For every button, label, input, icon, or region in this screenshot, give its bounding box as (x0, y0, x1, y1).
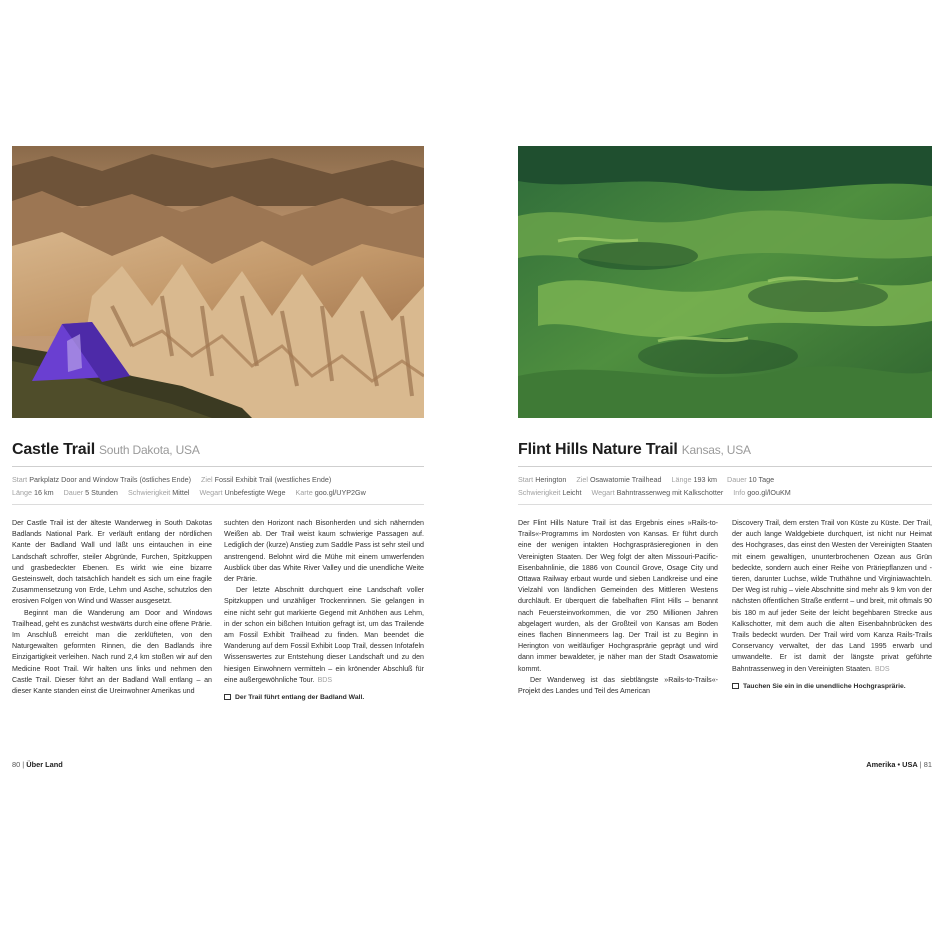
body-column-1 (12, 518, 212, 697)
fact-label: Info (733, 488, 746, 497)
title-divider (518, 466, 932, 467)
badlands-photo (12, 146, 424, 418)
fact-label: Start (518, 475, 534, 484)
camera-icon (224, 694, 231, 700)
page-footer: 80 | Über Land (12, 760, 63, 769)
fact-label: Karte (295, 488, 313, 497)
body-paragraph: Beginnt man die Wanderung am Door and Windows Trailhead, geht es zunächst westwärts durch eine offene Prärie. Im Anschluß erreicht man die zerklüfteten, von den Naturgewalten geformten Rinnen, die den Badlands ihre Einzigartigkeit verleihen. Nach rund 2,4 km stoßen wir auf den Medicine Root Trail. Wir halten uns links und nehmen den Castle Trail. Dieser führt an der Badland Wall entlang – an dieser Kante standen einst die Ureinwohner Amerikas und (12, 608, 212, 696)
fact-value: Parkplatz Door and Window Trails (östliches Ende) (29, 475, 191, 484)
fact-value: goo.gl/lOuKM (747, 488, 791, 497)
body-column-2 (224, 518, 424, 703)
fact-label: Länge (12, 488, 32, 497)
trail-title (12, 441, 200, 459)
trail-name: Castle Trail (12, 441, 95, 458)
section-name: Amerika • USA (866, 760, 918, 769)
page-number: 81 (923, 760, 932, 769)
fact-label: Dauer (727, 475, 747, 484)
badlands-image (12, 146, 424, 418)
page-number: 80 (12, 760, 21, 769)
body-paragraph-with-signature (224, 585, 424, 686)
fact-value: goo.gl/UYP2Gw (314, 488, 366, 497)
title-divider (12, 466, 424, 467)
fact-label: Dauer (63, 488, 84, 497)
trail-name: Flint Hills Nature Trail (518, 441, 678, 458)
author-signature: BDS (875, 664, 890, 673)
fact-value: 16 km (34, 488, 54, 497)
fact-label: Ziel (200, 475, 213, 484)
trail-region: South Dakota, USA (98, 443, 200, 457)
fact-label: Schwierigkeit (518, 488, 561, 497)
flint-hills-image (518, 146, 932, 418)
fact-value: Unbefestigte Wege (224, 488, 286, 497)
fact-label: Start (12, 475, 28, 484)
body-paragraph-with-signature (732, 518, 932, 675)
fact-value: Fossil Exhibit Trail (westliches Ende) (214, 475, 332, 484)
facts-row-2 (12, 486, 424, 499)
photo-caption (224, 692, 424, 703)
body-paragraph: Der Castle Trail ist der älteste Wanderweg in South Dakotas Badlands National Park. Er verläuft entlang der nördlichen Kante der Badland Wall und läßt uns eintauchen in eine Landschaft schroffer, steiler Abgründe, Furchen, Spitzkuppen und grasbedeckter Ebenen. Es wirkt wie eine bizarre Gesteinswelt, doch tatsächlich handelt es sich um eine fragile Zusammensetzung von Erde, Lehm und Asche, schutzlos den erosiven Folgen von Wind und Wasser ausgesetzt. (12, 519, 212, 606)
trail-region: Kansas, USA (681, 443, 751, 457)
fact-value: Mittel (172, 488, 190, 497)
body-paragraph: Der Wanderweg ist das siebtlängste »Rails-to-Trails«-Projekt des Landes und Teil des American (518, 675, 718, 696)
body-paragraph: suchten den Horizont nach Bisonherden und sich nähernden Weißen ab. Der Trail weist kaum schwierige Passagen auf. Lediglich der (kurze) Anstieg zum Saddle Pass ist sehr steil und anstrengend. Belohnt wird die Mühe mit einem umwerfenden Ausblick über das White River Valley und die unendliche Weite der Prärie. (224, 519, 424, 584)
trail-facts (518, 473, 932, 499)
body-paragraph: Der Flint Hills Nature Trail ist das Ergebnis eines »Rails-to-Trails«-Programms im Nordosten von Kansas. Er führt durch eine der wenigen intakten Hochgraspräsieregionen in den Vereinigten Staaten. Der Weg folgt der alten Missouri-Pacific-Eisenbahnlinie, die 1886 von Council Grove, Osage City und Ottawa Railway erbaut wurde und sieben Landkreise und eine Vielzahl von ländlichen Gemeinden des Mittleren Westens durchläuft. Er überquert die fabelhaften Flint Hills – benannt nach Feuersteinvorkommen, die vor 250 Millionen Jahren abgelagert wurden, als der Großteil von Kansas am Boden eines flachen Binnenmeers lag. Der Trail ist zu Beginn in Herington von weitläufiger Hochgrasprärie geprägt und wird dann immer bewaldeter, je näher man der Stadt Osawatomie kommt. (518, 519, 718, 673)
fact-label: Schwierigkeit (127, 488, 171, 497)
right-page (472, 0, 944, 944)
caption-text: Tauchen Sie ein in die unendliche Hochgrasprärie. (743, 682, 906, 690)
facts-divider (518, 504, 932, 505)
section-name: Über Land (26, 760, 63, 769)
trail-facts (12, 473, 424, 499)
author-signature: BDS (317, 675, 333, 684)
trail-title (518, 441, 751, 459)
fact-value: Osawatomie Trailhead (589, 475, 662, 484)
body-paragraph: Discovery Trail, dem ersten Trail von Küste zu Küste. Der Trail, der auch lange Waldgebiete durchquert, ist nicht nur Heimat des Hochgrases, das einst den Westen der Vereinigten Staaten mit einem gewaltigen, ununterbrochenen Ozean aus Grün bedeckte, sondern auch einer Reihe von Präriepflanzen und -tieren, darunter Luchse, wilde Truthähne und Virginiawachteln. Der Weg ist ruhig – viele Abschnitte sind mehr als 9 km von der nächsten öffentlichen Straße entfernt – und breit, mit oftmals 90 bis 180 m auf jeder Seite der leicht begehbaren Strecke aus Kalkschotter, mit dem auch die alten Eisenbahnbrücken des Trails bedeckt wurden. Der Trail wird vom Kanza Rails-Trails Conservancy verwaltet, der das Land 1995 erwarb und umwandelte. Er ist damit der längste privat geführte Bahntrassenweg in den Vereinigten Staaten. (732, 519, 932, 673)
body-paragraph: Der letzte Abschnitt durchquert eine Landschaft voller Spitzkuppen und unzähliger Trockenrinnen. Sie gelangen in eine nicht sehr gut markierte Gegend mit Anhöhen aus Lehm, in der schon ein bißchen Intuition gefragt ist, um das Trailende am Fossil Exhibit Trailhead zu finden. Man beendet die Wanderung auf dem Fossil Exhibit Loop Trail, dessen Infotafeln Wissenswertes zur Entstehung dieser Landschaft und zu den hiesigen Einwohnern vermitteln – ein krönender Abschluß für eine außergewöhnliche Tour. (224, 586, 424, 684)
fact-label: Länge (671, 475, 692, 484)
fact-label: Wegart (591, 488, 615, 497)
fact-label: Wegart (199, 488, 223, 497)
flint-hills-photo (518, 146, 932, 418)
camera-icon (732, 683, 739, 689)
fact-label: Ziel (576, 475, 588, 484)
facts-row-1 (12, 473, 424, 486)
fact-value: Leicht (562, 488, 582, 497)
fact-value: 10 Tage (748, 475, 775, 484)
facts-row-2 (518, 486, 932, 499)
fact-value: Bahntrassenweg mit Kalkschotter (616, 488, 724, 497)
fact-value: 5 Stunden (85, 488, 118, 497)
body-column-1 (518, 518, 718, 697)
facts-row-1 (518, 473, 932, 486)
body-column-2 (732, 518, 932, 692)
facts-divider (12, 504, 424, 505)
page-footer: Amerika • USA | 81 (866, 760, 932, 769)
photo-caption (732, 681, 932, 692)
fact-value: Herington (535, 475, 567, 484)
caption-text: Der Trail führt entlang der Badland Wall. (235, 694, 365, 702)
fact-value: 193 km (693, 475, 718, 484)
